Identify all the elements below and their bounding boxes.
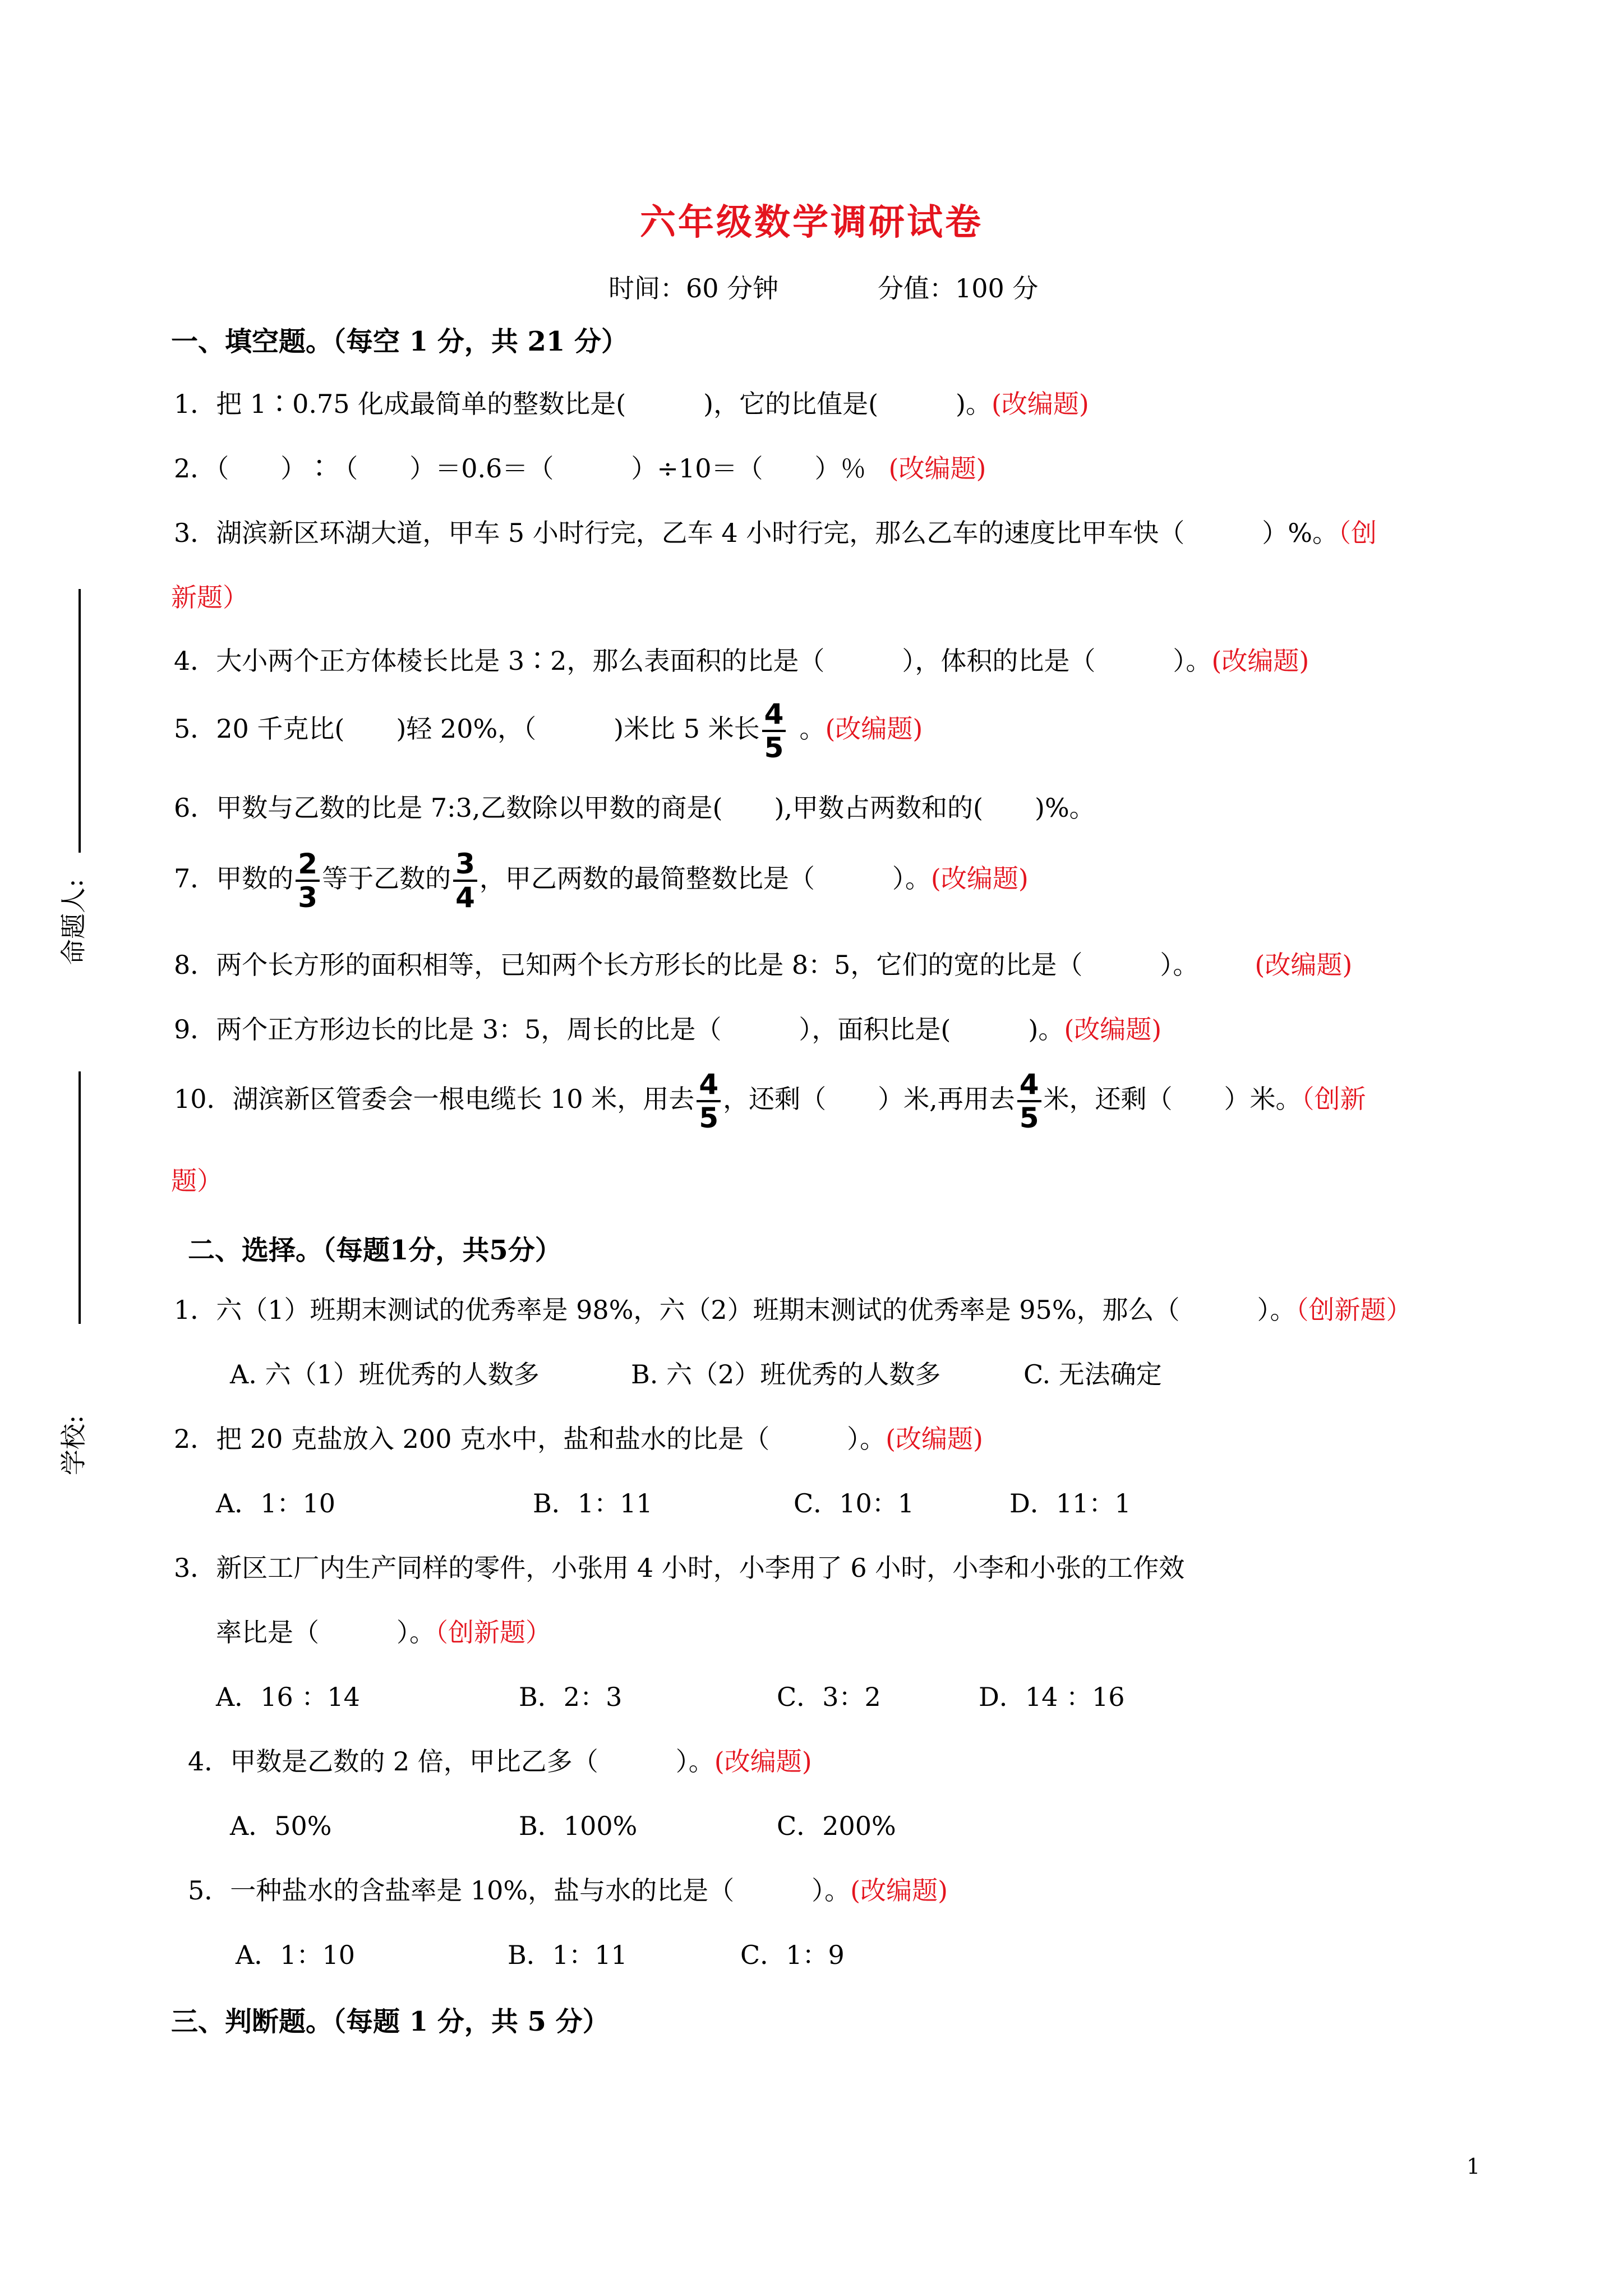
s1-q1-text: 1．把 1∶0.75 化成最简单的整数比是( )，它的比值是( )。 bbox=[174, 389, 992, 419]
s2-question-5 bbox=[188, 1874, 948, 1907]
s1-question-1 bbox=[174, 387, 1089, 421]
s1-question-9 bbox=[174, 1013, 1161, 1046]
s1-q5-text-a: 5．20 千克比( )轻 20%，（ )米比 5 米长 bbox=[174, 714, 760, 744]
author-label: 命题人: bbox=[58, 878, 89, 965]
s1-q4-tag: (改编题) bbox=[1211, 646, 1310, 676]
s2-q5-tag: (改编题) bbox=[850, 1875, 948, 1906]
s1-q3-tag: （创 bbox=[1338, 518, 1377, 548]
s2-question-4 bbox=[188, 1745, 812, 1778]
s1-q3-text: 3．湖滨新区环湖大道，甲车 5 小时行完，乙车 4 小时行完，那么乙车的速度比甲车快（ ）%。 bbox=[174, 518, 1338, 548]
fraction-denominator: 5 bbox=[764, 731, 784, 764]
s2-q4-option-b: B．100% bbox=[519, 1811, 638, 1841]
s2-question-3 bbox=[174, 1551, 1184, 1585]
s2-q4-option-c: C．200% bbox=[777, 1811, 896, 1841]
s1-q7-text-c: ，甲乙两数的最简整数比是（ ）。 bbox=[479, 863, 931, 894]
s2-q5-option-c: C．1：9 bbox=[740, 1940, 845, 1970]
s2-q5-option-a: A．1：10 bbox=[236, 1940, 356, 1970]
s2-q3-text2: 率比是（ ）。 bbox=[216, 1617, 435, 1648]
s1-q10-tag: （创新 bbox=[1301, 1084, 1366, 1114]
s1-q10-text-c: 米，还剩（ ）米。 bbox=[1043, 1084, 1302, 1114]
s2-question-3-cont bbox=[216, 1616, 551, 1649]
fraction-numerator: 2 bbox=[296, 848, 320, 882]
s1-question-2 bbox=[174, 452, 986, 485]
s2-q4-option-a: A．50% bbox=[230, 1811, 332, 1841]
s2-q2-option-c: C．10：1 bbox=[794, 1488, 914, 1519]
school-label: 学校: bbox=[58, 1415, 89, 1475]
s2-q4-text: 4．甲数是乙数的 2 倍，甲比乙多（ ）。 bbox=[188, 1746, 714, 1777]
section1-heading: 一、填空题。（每空 1 分，共 21 分） bbox=[171, 326, 629, 357]
s1-q5-text-b: 。 bbox=[799, 714, 826, 744]
fraction-denominator: 5 bbox=[1019, 1102, 1039, 1134]
s2-q5-option-b: B．1：11 bbox=[508, 1940, 628, 1970]
fraction bbox=[1017, 1069, 1041, 1134]
s2-q1-option-a: A. 六（1）班优秀的人数多 bbox=[230, 1359, 540, 1389]
s2-question-1 bbox=[174, 1293, 1412, 1327]
s1-q9-text: 9．两个正方形边长的比是 3：5，周长的比是（ ），面积比是( )。 bbox=[174, 1014, 1064, 1045]
s1-question-6 bbox=[174, 791, 1095, 825]
page-number: 1 bbox=[1467, 2154, 1481, 2179]
s1-q6-text: 6．甲数与乙数的比是 7:3,乙数除以甲数的商是( ),甲数占两数和的( )%。 bbox=[174, 793, 1095, 823]
s1-question-7 bbox=[174, 848, 1029, 913]
s2-q2-option-a: A．1：10 bbox=[216, 1488, 336, 1519]
s1-q2-tag: (改编题) bbox=[888, 453, 986, 484]
s2-q1-tag: （创新题） bbox=[1295, 1295, 1412, 1325]
s1-q7-tag: (改编题) bbox=[930, 863, 1029, 894]
s2-q1-option-c: C. 无法确定 bbox=[1023, 1359, 1162, 1389]
s1-q4-text: 4．大小两个正方体棱长比是 3∶2，那么表面积的比是（ ），体积的比是（ ）。 bbox=[174, 646, 1212, 676]
fraction-denominator: 5 bbox=[699, 1102, 719, 1134]
binding-line-top bbox=[79, 589, 81, 853]
s2-q3-tag: （创新题） bbox=[435, 1617, 551, 1648]
s1-q5-tag: (改编题) bbox=[825, 714, 923, 744]
s1-q2-text: 2．（ ）∶（ ）＝0.6＝（ ）÷10＝（ ）％ bbox=[174, 453, 866, 484]
s2-q3-option-d: D．14 ：16 bbox=[979, 1682, 1125, 1712]
s2-q4-tag: (改编题) bbox=[714, 1746, 812, 1777]
fraction-denominator: 4 bbox=[455, 881, 475, 914]
fraction-numerator: 4 bbox=[697, 1069, 721, 1102]
s2-q2-option-d: D．11：1 bbox=[1009, 1488, 1131, 1519]
s2-q3-option-b: B．2：3 bbox=[519, 1682, 623, 1712]
fraction bbox=[762, 698, 786, 763]
s1-q9-tag: (改编题) bbox=[1064, 1014, 1162, 1045]
fraction-numerator: 4 bbox=[1017, 1069, 1041, 1102]
section3-heading: 三、判断题。（每题 1 分，共 5 分） bbox=[171, 2006, 610, 2037]
fraction bbox=[453, 848, 477, 913]
fraction-numerator: 4 bbox=[762, 698, 786, 732]
s1-q1-tag: (改编题) bbox=[991, 389, 1089, 419]
s2-q3-option-c: C．3：2 bbox=[777, 1682, 881, 1712]
page-title: 六年级数学调研试卷 bbox=[640, 201, 983, 243]
s2-q3-text: 3．新区工厂内生产同样的零件，小张用 4 小时，小李用了 6 小时，小李和小张的工作效 bbox=[174, 1553, 1185, 1583]
s2-q1-option-b: B. 六（2）班优秀的人数多 bbox=[631, 1359, 941, 1389]
exam-time: 时间：60 分钟 bbox=[608, 273, 779, 303]
section2-heading: 二、选择。（每题1分，共5分） bbox=[188, 1235, 562, 1266]
s2-q5-text: 5．一种盐水的含盐率是 10%，盐与水的比是（ ）。 bbox=[188, 1875, 851, 1906]
s2-q1-text: 1．六（1）班期末测试的优秀率是 98%，六（2）班期末测试的优秀率是 95%，那么（ ）。 bbox=[174, 1295, 1296, 1325]
s1-question-10 bbox=[174, 1069, 1366, 1134]
s2-question-2 bbox=[174, 1422, 983, 1456]
s1-q8-text: 8．两个长方形的面积相等，已知两个长方形长的比是 8：5，它们的宽的比是（ ）。 bbox=[174, 950, 1199, 980]
s1-q10-tag-cont: 题） bbox=[171, 1166, 223, 1196]
s2-q2-option-b: B．1：11 bbox=[533, 1488, 653, 1519]
s1-q7-text-a: 7．甲数的 bbox=[174, 863, 294, 894]
s1-question-3 bbox=[174, 516, 1377, 550]
fraction-denominator: 3 bbox=[298, 881, 318, 914]
s1-q3-tag-cont: 新题） bbox=[171, 582, 248, 613]
fraction bbox=[697, 1069, 721, 1134]
s1-q7-text-b: 等于乙数的 bbox=[322, 863, 451, 894]
s2-q2-tag: (改编题) bbox=[886, 1424, 983, 1454]
s2-q2-text: 2．把 20 克盐放入 200 克水中，盐和盐水的比是（ ）。 bbox=[174, 1424, 886, 1454]
s1-q8-tag: (改编题) bbox=[1255, 950, 1353, 980]
fraction bbox=[296, 848, 320, 913]
s1-question-5 bbox=[174, 698, 923, 763]
exam-score: 分值：100 分 bbox=[878, 273, 1039, 303]
s2-q3-option-a: A．16 ：14 bbox=[216, 1682, 360, 1712]
s1-question-8 bbox=[174, 948, 1352, 982]
fraction-numerator: 3 bbox=[453, 848, 477, 882]
binding-line-bottom bbox=[79, 1071, 81, 1324]
s1-question-4 bbox=[174, 644, 1309, 678]
s1-q10-text-a: 10．湖滨新区管委会一根电缆长 10 米，用去 bbox=[174, 1084, 695, 1114]
s1-q10-text-b: ，还剩（ ）米,再用去 bbox=[723, 1084, 1015, 1114]
